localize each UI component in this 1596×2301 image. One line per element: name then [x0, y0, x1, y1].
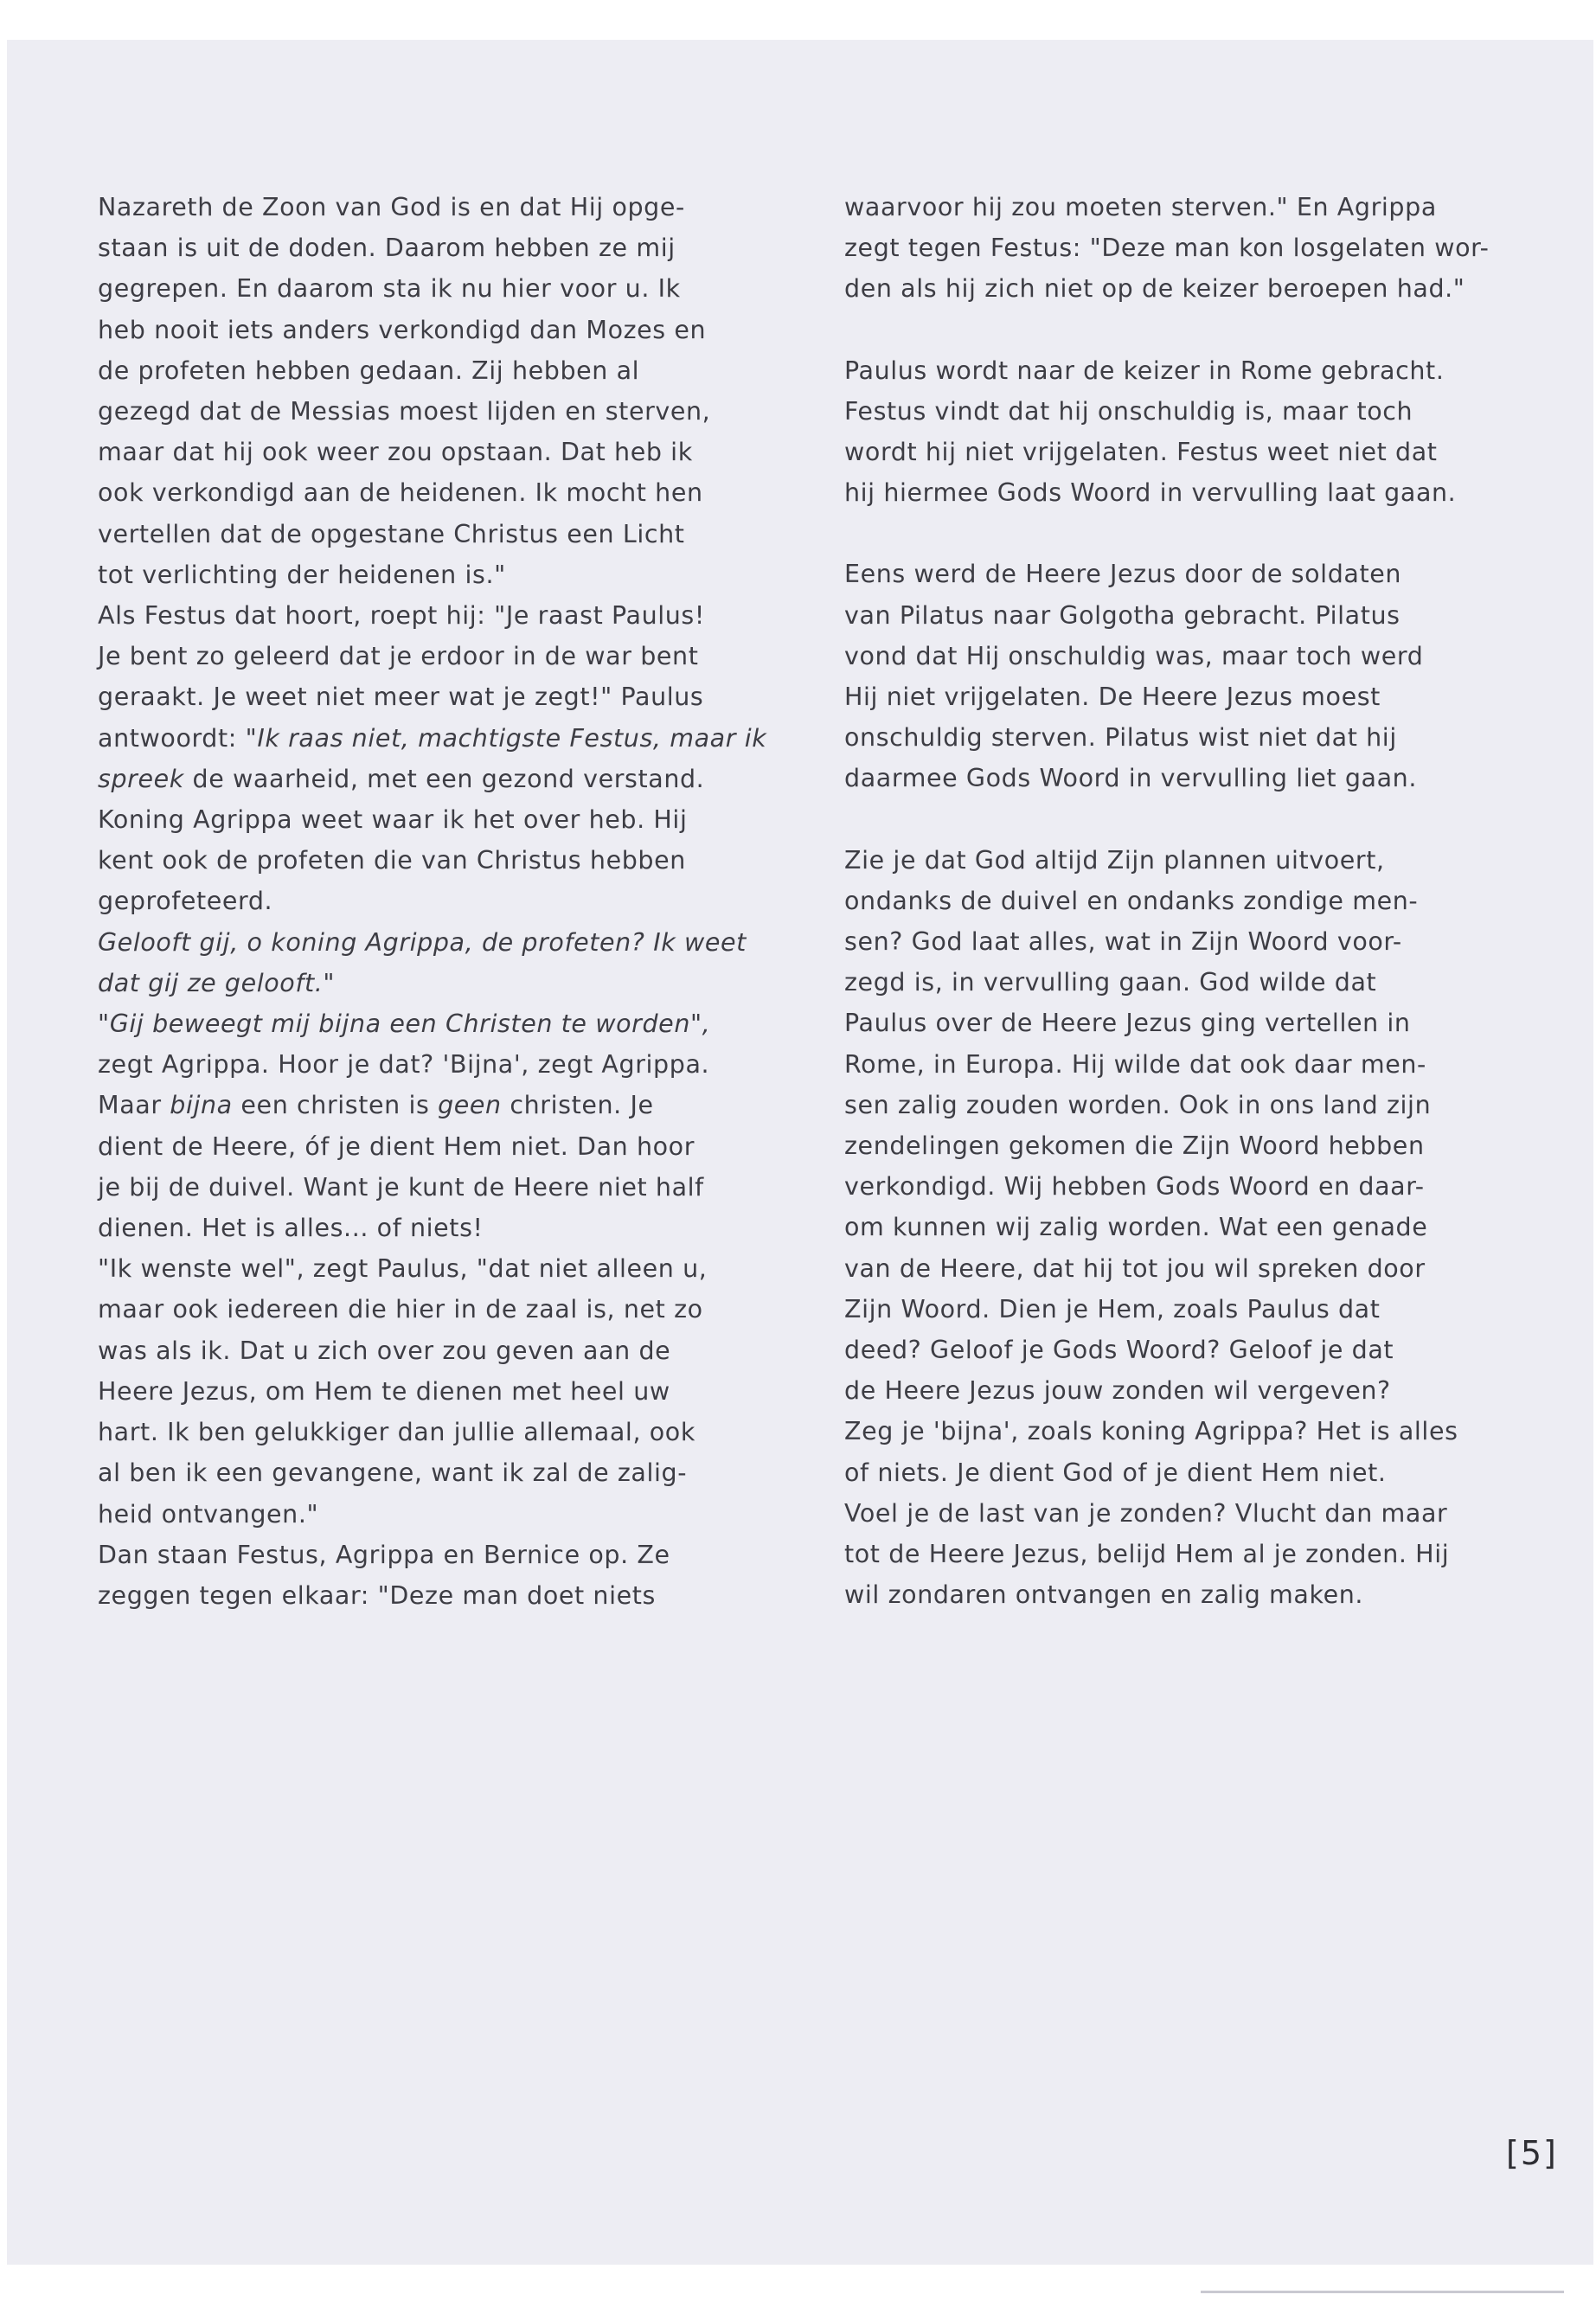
text-line: waarvoor hij zou moeten sterven." En Agrippa [844, 193, 1437, 221]
text-line: Zijn Woord. Dien je Hem, zoals Paulus dat [844, 1294, 1381, 1324]
text-line: tot verlichting der heidenen is." [98, 560, 506, 589]
text-line: kent ook de profeten die van Christus hebben [98, 846, 686, 875]
text-line: tot de Heere Jezus, belijd Hem al je zonden. Hij [844, 1540, 1450, 1569]
text-line: "Ik wenste wel", zegt Paulus, "dat niet alleen u, [98, 1254, 708, 1284]
left-column [98, 187, 767, 1616]
text-line: zegt Agrippa. Hoor je dat? 'Bijna', zegt Agrippa. [98, 1050, 710, 1080]
quote-italic: spreek [98, 764, 184, 793]
text-line: ondanks de duivel en ondanks zondige men- [844, 886, 1419, 915]
text-line: wil zondaren ontvangen en zalig maken. [844, 1580, 1364, 1610]
text-line: vond dat Hij onschuldig was, maar toch werd [844, 641, 1424, 670]
paragraph-gap [844, 799, 1493, 840]
text-line: Festus vindt dat hij onschuldig is, maar toch [844, 396, 1413, 426]
text-line: wordt hij niet vrijgelaten. Festus weet niet dat [844, 438, 1438, 467]
text-line: dienen. Het is alles... of niets! [98, 1214, 484, 1243]
text-line: sen? God laat alles, wat in Zijn Woord voor- [844, 927, 1402, 957]
text-line: de profeten hebben gedaan. Zij hebben al [98, 356, 640, 385]
quote-line: Gelooft gij, o koning Agrippa, de profeten? Ik weet [98, 927, 747, 957]
quote-line: "Gij beweegt mij bijna een Christen te worden", [98, 1009, 711, 1039]
paragraph-gap [844, 310, 1493, 350]
text-line [98, 718, 767, 759]
text-line: Je bent zo geleerd dat je erdoor in de war bent [98, 642, 699, 671]
text-line: Voel je de last van je zonden? Vlucht dan maar [844, 1498, 1448, 1528]
text-line: vertellen dat de opgestane Christus een Licht [98, 519, 685, 548]
page-sheet [7, 40, 1593, 2265]
text-line: staan is uit de doden. Daarom hebben ze mij [98, 234, 676, 263]
text-line: zegd is, in vervulling gaan. God wilde dat [844, 968, 1377, 997]
emphasis: bijna [170, 1091, 233, 1120]
text-line: Rome, in Europa. Hij wilde dat ook daar men- [844, 1049, 1426, 1079]
paragraph-gap [844, 513, 1493, 554]
text-line: om kunnen wij zalig worden. Wat een genade [844, 1213, 1428, 1242]
text-line: heb nooit iets anders verkondigd dan Mozes en [98, 315, 707, 344]
text-line: zegt tegen Festus: "Deze man kon losgelaten wor- [844, 234, 1490, 263]
text-line: Nazareth de Zoon van God is en dat Hij opge- [98, 193, 685, 221]
text-line: geprofeteerd. [98, 887, 273, 916]
quote-line: dat gij ze gelooft." [98, 968, 336, 997]
text-line: Eens werd de Heere Jezus door de soldaten [844, 560, 1402, 589]
right-column [844, 187, 1493, 1616]
text-line: hart. Ik ben gelukkiger dan jullie allemaal, ook [98, 1418, 695, 1447]
text-line: deed? Geloof je Gods Woord? Geloof je dat [844, 1336, 1394, 1365]
text-line: gezegd dat de Messias moest lijden en sterven, [98, 397, 711, 426]
text-line: gegrepen. En daarom sta ik nu hier voor u. Ik [98, 274, 681, 304]
text-line: Paulus over de Heere Jezus ging vertellen in [844, 1009, 1411, 1038]
text-line: al ben ik een gevangene, want ik zal de zalig- [98, 1458, 688, 1488]
text-line: Dan staan Festus, Agrippa en Bernice op. Ze [98, 1540, 670, 1569]
text-line: Als Festus dat hoort, roept hij: "Je raast Paulus! [98, 601, 705, 631]
text-line: de Heere Jezus jouw zonden wil vergeven? [844, 1376, 1391, 1406]
text-segment: antwoordt: [98, 723, 246, 753]
text-line: was als ik. Dat u zich over zou geven aan de [98, 1336, 671, 1365]
text-line: zeggen tegen elkaar: "Deze man doet niets [98, 1580, 656, 1610]
text-line: maar ook iedereen die hier in de zaal is, net zo [98, 1295, 703, 1324]
text-line: sen zalig zouden worden. Ook in ons land zijn [844, 1090, 1432, 1119]
page-number: [5] [1506, 2134, 1558, 2172]
text-segment: christen. Je [501, 1091, 654, 1120]
text-line: Zie je dat God altijd Zijn plannen uitvoert, [844, 845, 1385, 875]
text-line: onschuldig sterven. Pilatus wist niet dat hij [844, 723, 1397, 753]
text-segment: een christen is [232, 1091, 439, 1120]
text-segment: Maar [98, 1091, 170, 1120]
text-line: ook verkondigd aan de heidenen. Ik mocht hen [98, 478, 703, 508]
text-line: of niets. Je dient God of je dient Hem niet. [844, 1458, 1387, 1487]
text-line [98, 1085, 738, 1125]
text-line: maar dat hij ook weer zou opstaan. Dat heb ik [98, 438, 693, 467]
text-line: Heere Jezus, om Hem te dienen met heel uw [98, 1376, 670, 1406]
text-line: zendelingen gekomen die Zijn Woord hebben [844, 1131, 1425, 1161]
text-line: den als hij zich niet op de keizer beroepen had." [844, 274, 1465, 304]
quote-italic: "Ik raas niet, machtigste Festus, maar ik [245, 723, 767, 753]
text-line: geraakt. Je weet niet meer wat je zegt!" Paulus [98, 683, 704, 712]
text-line: Paulus wordt naar de keizer in Rome gebracht. [844, 356, 1445, 385]
text-line: Koning Agrippa weet waar ik het over heb. Hij [98, 805, 688, 835]
text-line: Zeg je 'bijna', zoals koning Agrippa? Het is alles [844, 1417, 1458, 1446]
text-line [98, 759, 738, 799]
bottom-divider [1201, 2291, 1564, 2293]
emphasis: geen [438, 1091, 502, 1120]
text-line: je bij de duivel. Want je kunt de Heere niet half [98, 1172, 704, 1202]
text-line: verkondigd. Wij hebben Gods Woord en daar- [844, 1172, 1425, 1202]
text-segment: de waarheid, met een gezond verstand. [183, 764, 705, 793]
text-line: dient de Heere, óf je dient Hem niet. Dan hoor [98, 1131, 695, 1161]
text-line: Hij niet vrijgelaten. De Heere Jezus moest [844, 683, 1381, 712]
text-line: heid ontvangen." [98, 1499, 319, 1529]
text-line: van de Heere, dat hij tot jou wil spreken door [844, 1253, 1426, 1283]
text-line: van Pilatus naar Golgotha gebracht. Pilatus [844, 600, 1401, 630]
text-line: hij hiermee Gods Woord in vervulling laat gaan. [844, 478, 1457, 508]
text-line: daarmee Gods Woord in vervulling liet gaan. [844, 764, 1417, 793]
